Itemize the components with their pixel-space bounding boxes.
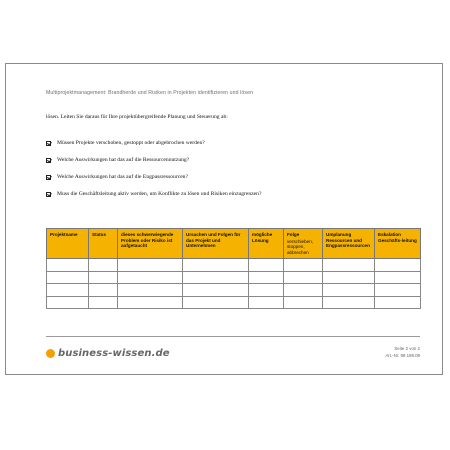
- article-number: Art.-Nr. 99.198.09: [385, 353, 420, 358]
- table-cell[interactable]: [323, 259, 375, 272]
- table-cell[interactable]: [118, 296, 183, 309]
- checkbox-checked-icon: [46, 192, 51, 197]
- table-cell[interactable]: [375, 284, 421, 297]
- table-cell[interactable]: [183, 271, 249, 284]
- column-header-folge: Folge verschieben, stoppen, abbrechen: [284, 229, 323, 259]
- column-header-projektname: Projektname: [47, 229, 89, 259]
- checklist-item: [46, 172, 306, 183]
- project-risk-table: [46, 228, 420, 309]
- column-header-ursachen: Ursachen und Folgen für das Projekt und Unternehmen: [183, 229, 249, 259]
- checklist-item-text: Müssen Projekte verschoben, gestoppt oder abgebrochen werden?: [57, 140, 205, 146]
- intro-paragraph: lösen. Leiten Sie daraus für Ihre projektübergreifende Planung und Steuerung ab:: [46, 114, 228, 120]
- page-number: Seite 2 von 2: [394, 346, 420, 351]
- document-page: [5, 63, 443, 375]
- table-header-row: [47, 229, 421, 259]
- brand-logo: [46, 348, 170, 359]
- table-cell[interactable]: [249, 296, 284, 309]
- footer-divider: [46, 336, 420, 337]
- table-cell[interactable]: [375, 296, 421, 309]
- table-cell[interactable]: [89, 271, 118, 284]
- table-cell[interactable]: [89, 296, 118, 309]
- checklist-item: [46, 155, 306, 166]
- table-row: [47, 284, 421, 297]
- table-row: [47, 296, 421, 309]
- checklist-item-text: Welche Auswirkungen hat das auf die Ressourcennutzung?: [57, 157, 190, 163]
- table-cell[interactable]: [323, 296, 375, 309]
- table-cell[interactable]: [284, 259, 323, 272]
- checkbox-checked-icon: [46, 141, 51, 146]
- table-cell[interactable]: [118, 271, 183, 284]
- table-cell[interactable]: [183, 259, 249, 272]
- column-header-umplanung: Umplanung Ressourcen und Engpassressourcen: [323, 229, 375, 259]
- table-cell[interactable]: [284, 271, 323, 284]
- table-cell[interactable]: [249, 259, 284, 272]
- checkbox-checked-icon: [46, 158, 51, 163]
- table-cell[interactable]: [47, 296, 89, 309]
- table-cell[interactable]: [323, 271, 375, 284]
- checklist-item: [46, 189, 306, 200]
- checkbox-checked-icon: [46, 175, 51, 180]
- logo-dot-icon: [46, 349, 55, 358]
- table-cell[interactable]: [89, 259, 118, 272]
- column-header-problem: dieses schwerwiegende Problem oder Risiko ist aufgetaucht: [118, 229, 183, 259]
- table-cell[interactable]: [284, 296, 323, 309]
- table-cell[interactable]: [47, 271, 89, 284]
- table-row: [47, 259, 421, 272]
- table-cell[interactable]: [375, 271, 421, 284]
- brand-name: business-wissen.de: [58, 348, 170, 359]
- column-header-loesung: mögliche Lösung: [249, 229, 284, 259]
- column-header-status: Status: [89, 229, 118, 259]
- checklist-item-text: Welche Auswirkungen hat das auf die Engpassressourcen?: [57, 174, 188, 180]
- table-cell[interactable]: [183, 284, 249, 297]
- table-cell[interactable]: [47, 284, 89, 297]
- table-cell[interactable]: [183, 296, 249, 309]
- table-cell[interactable]: [89, 284, 118, 297]
- table-cell[interactable]: [323, 284, 375, 297]
- column-header-eskalation: Eskalation Geschäfts-leitung: [375, 229, 421, 259]
- document-header: Multiprojektmanagement: Brandherde und Risiken in Projekten identifizieren und lösen: [46, 90, 254, 96]
- checklist: [46, 138, 306, 206]
- table-cell[interactable]: [249, 271, 284, 284]
- table-cell[interactable]: [249, 284, 284, 297]
- table-cell[interactable]: [118, 284, 183, 297]
- table-cell[interactable]: [284, 284, 323, 297]
- table-cell[interactable]: [375, 259, 421, 272]
- checklist-item: [46, 138, 306, 149]
- checklist-item-text: Muss die Geschäftsleitung aktiv werden, um Konflikte zu lösen und Risiken einzugrenzen?: [57, 191, 262, 197]
- table-cell[interactable]: [118, 259, 183, 272]
- table-cell[interactable]: [47, 259, 89, 272]
- page-info: [385, 345, 420, 359]
- table-row: [47, 271, 421, 284]
